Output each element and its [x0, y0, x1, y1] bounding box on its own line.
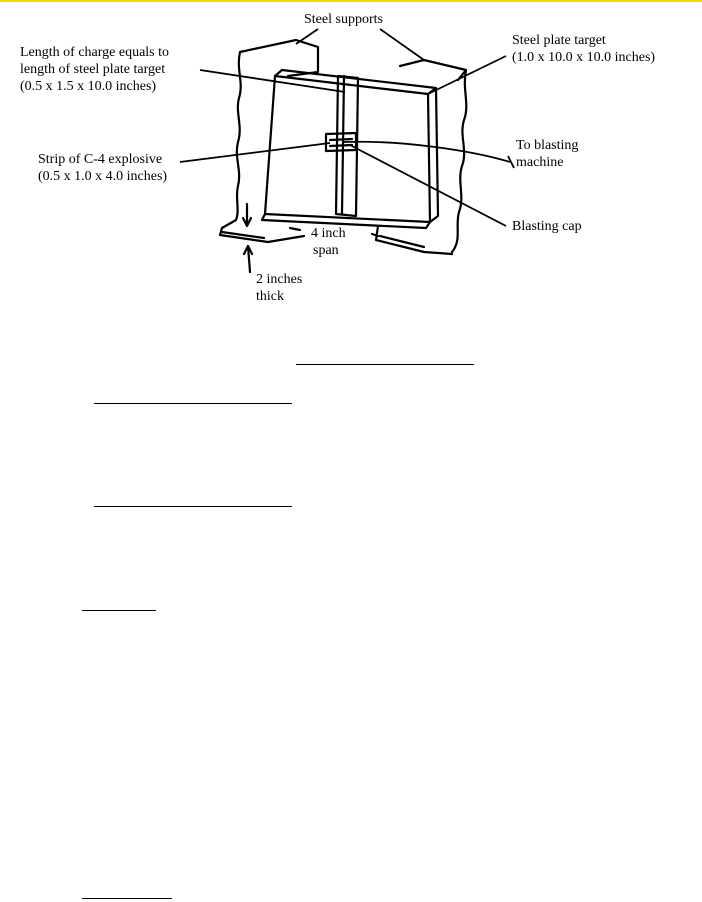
thickness-arrow-top	[243, 204, 251, 226]
right-support-bottom	[376, 226, 452, 254]
label-to-blasting-2: machine	[516, 155, 564, 170]
right-support-edge	[452, 70, 466, 252]
left-support-bottom	[220, 228, 304, 242]
label-steel-supports: Steel supports	[304, 12, 383, 27]
left-support-top	[240, 40, 318, 76]
label-c4-strip-2: (0.5 x 1.0 x 4.0 inches)	[38, 169, 168, 184]
label-c4-strip-1: Strip of C-4 explosive	[38, 152, 163, 167]
label-span-2: span	[313, 243, 339, 258]
label-charge-length-2: length of steel plate target	[20, 62, 166, 77]
label-plate-target-title: Steel plate target	[512, 33, 606, 48]
subheading-underline-3	[82, 610, 156, 611]
label-plate-target-size: (1.0 x 10.0 x 10.0 inches)	[512, 50, 656, 65]
right-support-top	[400, 60, 466, 80]
steel-cutting-diagram	[0, 0, 702, 320]
label-blasting-cap: Blasting cap	[512, 219, 582, 234]
heading-underline	[296, 364, 474, 365]
subheading-underline-2	[94, 506, 292, 507]
subheading-underline-4	[82, 898, 172, 899]
leader-plate-target	[428, 56, 506, 94]
wire-to-blasting-machine	[344, 142, 510, 162]
leader-steel-supports-left	[296, 29, 318, 44]
label-thickness-2: thick	[256, 289, 284, 304]
label-thickness-1: 2 inches	[256, 272, 303, 287]
leader-steel-supports-right	[380, 29, 424, 60]
subheading-underline-1	[94, 403, 292, 404]
label-charge-length-1: Length of charge equals to	[20, 45, 170, 60]
label-span-1: 4 inch	[311, 226, 346, 241]
left-support-edge	[222, 52, 241, 228]
leader-c4-strip	[180, 143, 330, 162]
label-charge-length-3: (0.5 x 1.5 x 10.0 inches)	[20, 79, 157, 94]
label-to-blasting-1: To blasting	[516, 138, 579, 153]
thickness-arrow-bottom	[244, 246, 252, 272]
